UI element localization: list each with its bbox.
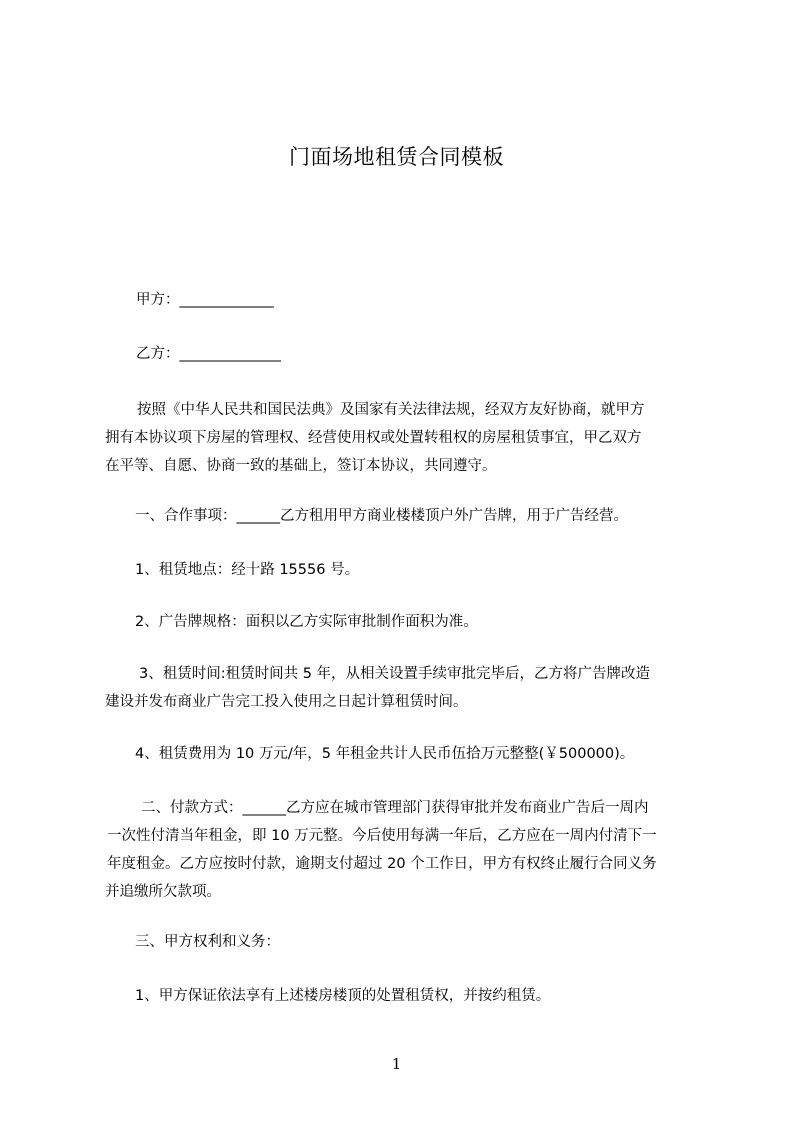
section-1-item-1 — [105, 556, 705, 584]
section-2-line-3: 年度租金。乙方应按时付款，逾期支付超过 20 个工作日，甲方有权终止履行合同义务 — [107, 856, 657, 872]
intro-line-2: 拥有本协议项下房屋的管理权、经营使用权或处置转租权的房屋租赁事宜，甲乙双方 — [105, 430, 642, 446]
section-1-heading — [105, 502, 705, 530]
section-1-item-3-line-2: 建设并发布商业广告完工投入使用之日起计算租赁时间。 — [105, 694, 468, 710]
page-number: 1 — [391, 1055, 402, 1073]
intro-line-3: 在平等、自愿、协商一致的基础上，签订本协议，共同遵守。 — [105, 458, 497, 474]
document-title: 门面场地租赁合同模板 — [289, 145, 504, 169]
section-1-item-2 — [105, 608, 705, 636]
section-3-heading — [105, 928, 705, 956]
section-2-line-2: 一次性付清当年租金，即 10 万元整。今后使用每满一年后，乙方应在一周内付清下一 — [107, 828, 657, 844]
section-2-paragraph — [105, 794, 705, 906]
section-3-item-1 — [105, 982, 705, 1010]
section-3-item-1-text: 1、甲方保证依法享有上述楼房楼顶的处置租赁权，并按约租赁。 — [135, 988, 551, 1004]
section-1-item-2-text: 2、广告牌规格：面积以乙方实际审批制作面积为准。 — [135, 614, 478, 630]
intro-line-1: 按照《中华人民共和国民法典》及国家有关法律法规，经双方友好协商，就甲方 — [137, 402, 645, 418]
section-1-heading-text: 一、合作事项：______乙方租用甲方商业楼楼顶户外广告牌，用于广告经营。 — [135, 508, 628, 524]
section-2-line-1: 二、付款方式：______乙方应在城市管理部门获得审批并发布商业广告后一周内 — [141, 800, 649, 816]
section-2-line-4: 并追缴所欠款项。 — [105, 884, 221, 900]
party-a-line: 甲方：_____________ — [136, 292, 274, 308]
section-1-item-4-text: 4、租赁费用为 10 万元/年，5 年租金共计人民币伍拾万元整整(￥500000)。 — [135, 746, 635, 762]
section-1-item-3-line-1: 3、租赁时间:租赁时间共 5 年，从相关设置手续审批完毕后，乙方将广告牌改造 — [139, 666, 651, 682]
intro-paragraph — [105, 396, 705, 480]
party-b-line: 乙方：______________ — [136, 346, 281, 362]
section-1-item-4 — [105, 740, 705, 768]
section-1-item-1-text: 1、租赁地点：经十路 15556 号。 — [135, 562, 360, 578]
section-1-item-3 — [105, 660, 705, 716]
section-3-heading-text: 三、甲方权利和义务： — [135, 934, 280, 950]
